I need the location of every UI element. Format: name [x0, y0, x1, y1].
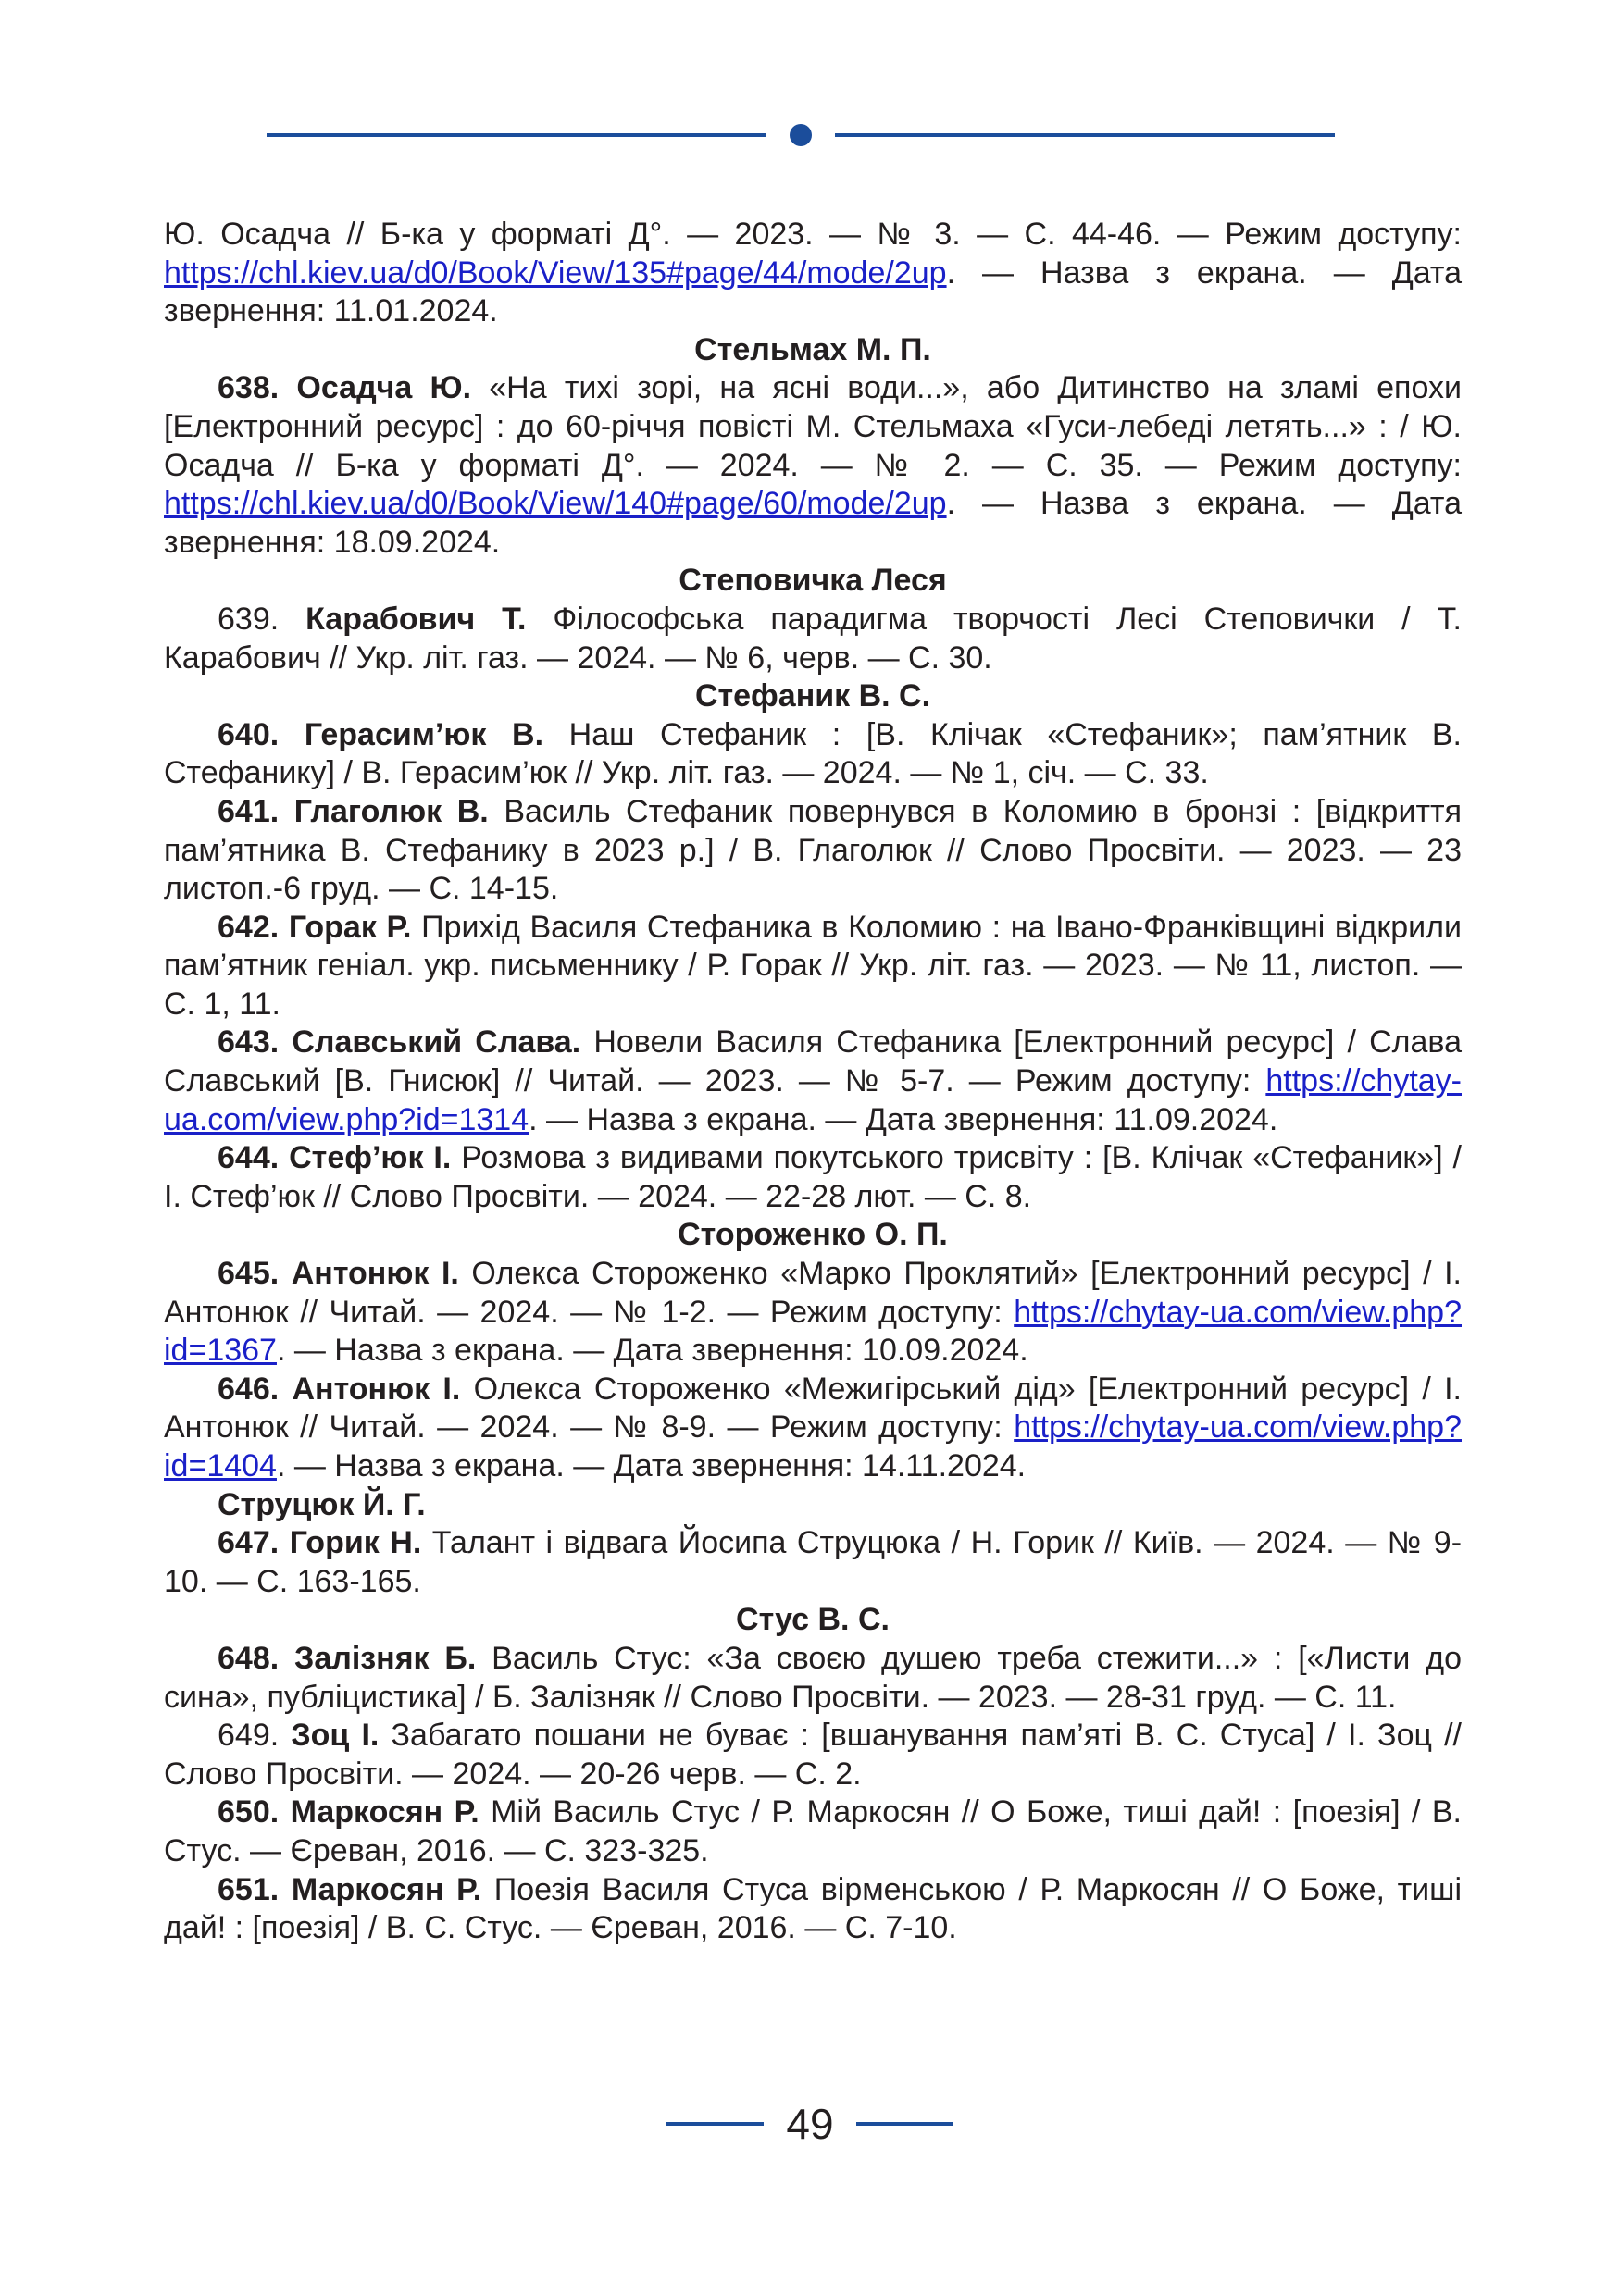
entry-author: Маркосян Р.	[291, 1871, 482, 1907]
entry-number: 639.	[218, 601, 280, 637]
entry-number: 651.	[218, 1871, 280, 1907]
entry-author: Славський Слава.	[292, 1024, 581, 1061]
entry-text: . — Назва з екрана. — Дата звернення: 11.09.2024.	[529, 1101, 1278, 1137]
entry-649	[164, 1717, 1462, 1793]
page-number: 49	[786, 2100, 834, 2148]
entry-author: Герасим’юк В.	[304, 716, 544, 752]
entry-text: . — Назва з екрана. — Дата звернення: 14.11.2024.	[276, 1448, 1027, 1483]
entry-author: Залізняк Б.	[294, 1640, 477, 1676]
entry-link[interactable]: https://chl.kiev.ua/d0/Book/View/135#page/44/mode/2up	[164, 254, 947, 291]
entry-link[interactable]: https://chytay-ua.com/view.php?id=1404	[164, 1409, 1462, 1483]
entry-link[interactable]: https://chytay-ua.com/view.php?id=1367	[164, 1294, 1462, 1369]
entry-646	[164, 1371, 1462, 1486]
entry-number: 645.	[218, 1256, 280, 1292]
entry-text: Талант і відвага Йосипа Струцюка / Н. Горик // Київ. — 2024. — № 9-10. — С. 163-165.	[164, 1525, 1463, 1599]
entry-link[interactable]: https://chl.kiev.ua/d0/Book/View/140#page/60/mode/2up	[164, 486, 947, 522]
entry-text: Олекса Стороженко «Марко Проклятий» [Електронний ресурс] / І. Антонюк // Читай. — 2024. — № 1-2. — Режим доступу:	[164, 1256, 1462, 1330]
entry-link[interactable]: https://chytay-ua.com/view.php?id=1314	[164, 1063, 1462, 1137]
entry-continuation	[164, 216, 1462, 331]
entry-author: Осадча Ю.	[296, 370, 472, 406]
footer-line-right	[856, 2122, 953, 2126]
entry-651	[164, 1871, 1462, 1948]
bibliography-content	[164, 216, 1462, 1948]
entry-text: Мій Василь Стус / Р. Маркосян // О Боже, тиші дай! : [поезія] / В. Стус. — Єреван, 2016. — С. 323-325.	[164, 1794, 1463, 1868]
entry-number: 640.	[218, 716, 280, 752]
entry-number: 641.	[218, 793, 280, 829]
entry-text: Прихід Василя Стефаника в Коломию : на Івано-Франківщині відкрили пам’ятник геніал. укр. письменнику / Р. Горак // Укр. літ. газ. — 2023. — № 11, листоп. — С. 1, 11.	[164, 909, 1462, 1022]
entry-author: Маркосян Р.	[290, 1794, 479, 1831]
entry-640	[164, 716, 1462, 793]
section-heading: Степовичка Леся	[679, 563, 947, 599]
entry-number: 644.	[218, 1140, 280, 1176]
entry-author: Карабович Т.	[305, 601, 527, 637]
entry-author: Антонюк І.	[291, 1256, 459, 1292]
entry-text: . — Назва з екрана. — Дата звернення: 18.09.2024.	[164, 486, 1462, 560]
top-ornament	[267, 121, 1335, 149]
entry-639	[164, 601, 1462, 677]
section-heading: Струцюк Й. Г.	[218, 1486, 426, 1522]
entry-648	[164, 1640, 1462, 1717]
entry-author: Горик Н.	[289, 1525, 422, 1561]
entry-author: Глаголюк В.	[293, 793, 489, 829]
entry-author: Горак Р.	[288, 909, 412, 945]
entry-author: Зоц І.	[291, 1718, 380, 1754]
entry-text: Розмова з видивами покутського трисвіту : [В. Клічак «Стефаник»] / І. Стеф’юк // Слово Просвіти. — 2024. — 22-28 лют. — С. 8.	[164, 1140, 1463, 1214]
page-footer	[666, 2097, 953, 2153]
entry-645	[164, 1255, 1462, 1371]
footer-line-left	[666, 2122, 764, 2126]
entry-650	[164, 1793, 1462, 1870]
entry-number: 649.	[218, 1718, 280, 1754]
section-heading: Стельмах М. П.	[694, 331, 931, 367]
entry-number: 650.	[218, 1794, 280, 1831]
entry-text: Ю. Осадча // Б-ка у форматі Д°. — 2023. — № 3. — С. 44-46. — Режим доступу:	[164, 217, 1462, 252]
entry-text: . — Назва з екрана. — Дата звернення: 10.09.2024.	[276, 1333, 1028, 1369]
entry-number: 643.	[218, 1024, 280, 1061]
entry-644	[164, 1139, 1462, 1216]
entry-number: 638.	[218, 370, 280, 406]
entry-text: Новели Василя Стефаника [Електронний ресурс] / Слава Славський [В. Гнисюк] // Читай. — 2023. — № 5-7. — Режим доступу:	[164, 1024, 1463, 1099]
ornament-line-left	[267, 133, 766, 137]
entry-text: Філософська парадигма творчості Лесі Степовички / Т. Карабович // Укр. літ. газ. — 2024. — № 6, черв. — С. 30.	[164, 601, 1463, 676]
entry-text: Василь Стефаник повернувся в Коломию в бронзі : [відкриття пам’ятника В. Стефанику в 2023 р.] / В. Глаголюк // Слово Просвіти. — 2023. — 23 листоп.-6 груд. — С. 14-15.	[164, 793, 1462, 907]
section-heading: Стефаник В. С.	[694, 678, 931, 714]
entry-number: 642.	[218, 909, 280, 945]
entry-647	[164, 1524, 1462, 1601]
entry-text: Забагато пошани не буває : [вшанування пам’яті В. С. Стуса] / І. Зоц // Слово Просвіти. — 2024. — 20-26 черв. — С. 2.	[164, 1718, 1462, 1792]
entry-642	[164, 909, 1462, 1024]
entry-text: Наш Стефаник : [В. Клічак «Стефаник»; пам’ятник В. Стефанику] / В. Герасим’юк // Укр. літ. газ. — 2024. — № 1, січ. — С. 33.	[164, 716, 1463, 791]
entry-text: «На тихі зорі, на ясні води...», або Дитинство на зламі епохи [Електронний ресурс] : до 60-річчя повісті М. Стельмаха «Гуси-лебеді летять...» : / Ю. Осадча // Б-ка у форматі Д°. — 2024. — № 2. — С. 35. — Режим доступу:	[164, 370, 1462, 483]
entry-number: 646.	[218, 1371, 280, 1407]
entry-text: Поезія Василя Стуса вірменською / Р. Маркосян // О Боже, тиші дай! : [поезія] / В. С. Стус. — Єреван, 2016. — С. 7-10.	[164, 1871, 1463, 1946]
entry-text: Василь Стус: «За своєю душею треба стежити...» : [«Листи до сина», публіцистика] / Б. Залізняк // Слово Просвіти. — 2023. — 28-31 груд. — С. 11.	[164, 1640, 1462, 1715]
entry-text: . — Назва з екрана. — Дата звернення: 11.01.2024.	[164, 254, 1462, 329]
entry-text: Олекса Стороженко «Межигірський дід» [Електронний ресурс] / І. Антонюк // Читай. — 2024. — № 8-9. — Режим доступу:	[164, 1371, 1462, 1446]
entry-643	[164, 1024, 1462, 1139]
entry-638	[164, 369, 1462, 562]
entry-author: Стеф’юк І.	[289, 1140, 452, 1176]
section-heading: Стус В. С.	[736, 1602, 890, 1638]
entry-number: 648.	[218, 1640, 280, 1676]
entry-author: Антонюк І.	[292, 1371, 461, 1407]
entry-number: 647.	[218, 1525, 280, 1561]
section-heading: Стороженко О. П.	[678, 1217, 948, 1253]
ornament-dot	[790, 124, 812, 146]
ornament-line-right	[835, 133, 1335, 137]
entry-641	[164, 793, 1462, 909]
